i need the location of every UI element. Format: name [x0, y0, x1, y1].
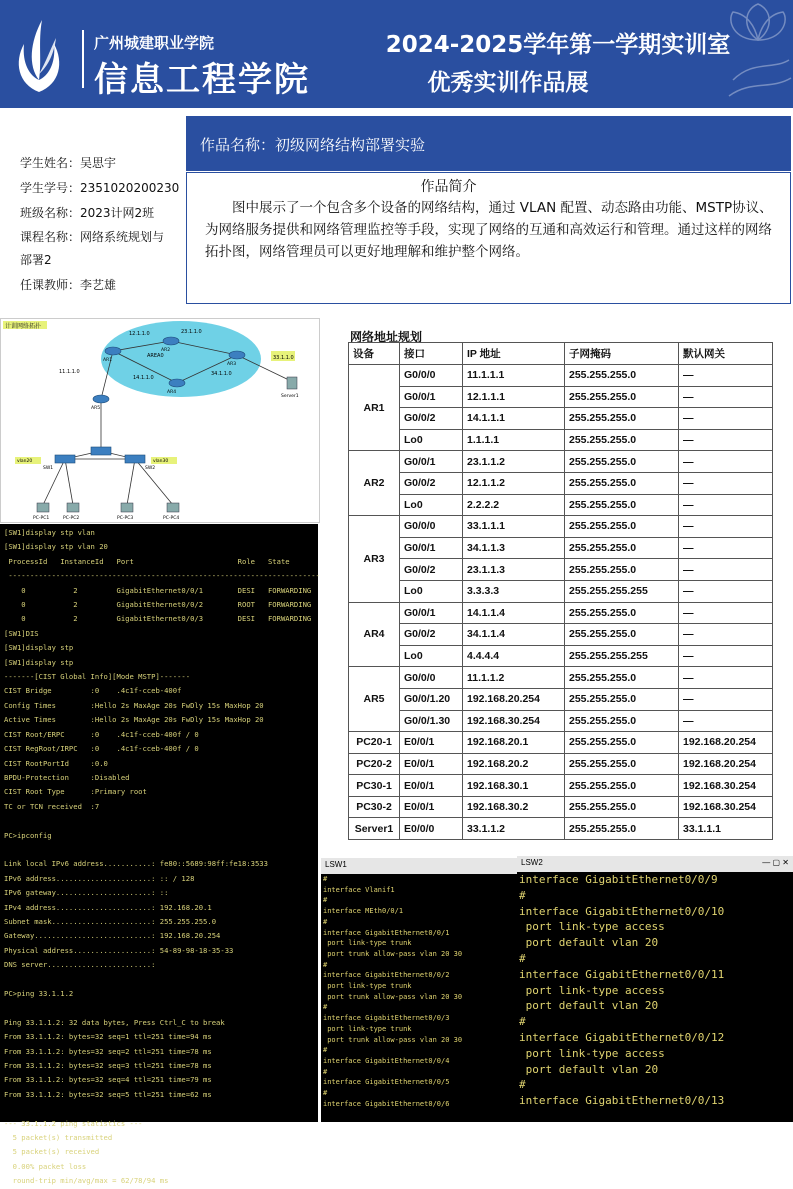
table-cell: — — [679, 516, 773, 538]
console-line: IPv4 address......................: 192.168.20.1 — [4, 902, 212, 912]
topology-svg — [1, 319, 319, 522]
console-line: --- 33.1.1.2 ping statistics --- — [4, 1118, 143, 1128]
console-line: IPv6 address......................: :: / 128 — [4, 873, 195, 883]
table-cell: G0/0/1.30 — [400, 710, 463, 732]
subnet-label-14: 14.1.1.0 — [133, 375, 154, 381]
table-cell: 3.3.3.3 — [463, 580, 565, 602]
console-line: port default vlan 20 — [519, 1062, 659, 1076]
node-label-ar4: AR4 — [167, 390, 177, 395]
console-line: CIST RegRoot/IRPC :0 .4c1f-cceb-400f / 0 — [4, 744, 199, 754]
console-line — [4, 814, 314, 828]
table-cell: 255.255.255.0 — [565, 710, 679, 732]
table-cell: 255.255.255.255 — [565, 645, 679, 667]
table-cell: 255.255.255.0 — [565, 624, 679, 646]
table-row — [349, 732, 773, 754]
table-header-row — [349, 343, 773, 365]
table-row — [349, 494, 773, 516]
pc4-node — [167, 503, 179, 512]
table-cell: 255.255.255.0 — [565, 429, 679, 451]
teacher-name: 任课教师：李艺雄 — [20, 278, 117, 292]
console-line: round-trip min/avg/max = 62/78/94 ms — [4, 1176, 169, 1186]
work-description-box — [186, 172, 791, 304]
table-cell: G0/0/2 — [400, 624, 463, 646]
console-line: # — [519, 1078, 526, 1092]
table-cell: 11.1.1.1 — [463, 365, 565, 387]
address-table — [348, 342, 773, 840]
console-line: PC>ipconfig — [4, 830, 52, 840]
area0-label: AREA0 — [147, 353, 164, 359]
console-line: CIST Root/ERPC :0 .4c1f-cceb-400f / 0 — [4, 729, 199, 739]
node-label-ar5: AR5 — [91, 406, 101, 411]
lotus-decoration-icon — [723, 0, 793, 108]
table-cell: 192.168.30.254 — [679, 775, 773, 797]
pc2-node — [67, 503, 79, 512]
device-cell: AR3 — [349, 516, 400, 602]
console-line: From 33.1.1.2: bytes=32 seq=3 ttl=251 time=78 ms — [4, 1061, 212, 1071]
console-line: Link local IPv6 address...........: fe80::5689:98ff:fe18:3533 — [4, 859, 268, 869]
stp-ping-console-output — [0, 524, 320, 1186]
console-line: From 33.1.1.2: bytes=32 seq=2 ttl=251 time=78 ms — [4, 1046, 212, 1056]
table-cell: 192.168.20.1 — [463, 732, 565, 754]
table-row — [349, 516, 773, 538]
subnet-label-12: 12.1.1.0 — [129, 331, 150, 337]
console-line: CIST RootPortId :0.0 — [4, 758, 108, 768]
table-cell: 33.1.1.2 — [463, 818, 565, 840]
table-cell: 255.255.255.0 — [565, 472, 679, 494]
table-cell: G0/0/0 — [400, 667, 463, 689]
lsw1-terminal-window — [321, 858, 517, 1122]
table-cell: — — [679, 645, 773, 667]
device-cell: PC20-2 — [349, 753, 400, 775]
pc1-node — [37, 503, 49, 512]
console-line: # — [519, 1015, 526, 1029]
console-line: DNS server........................: — [4, 960, 156, 970]
console-line: port trunk allow-pass vlan 20 30 — [323, 992, 463, 1001]
console-line: Config Times :Hello 2s MaxAge 20s FwDly 15s MaxHop 20 — [4, 700, 264, 710]
console-line: # — [323, 1046, 328, 1055]
console-line: interface MEth0/0/1 — [323, 907, 404, 916]
table-cell: 255.255.255.0 — [565, 559, 679, 581]
table-row — [349, 408, 773, 430]
node-label-pc3: PC-PC3 — [117, 516, 134, 521]
table-row — [349, 710, 773, 732]
router-ar2 — [163, 337, 179, 345]
table-cell: Lo0 — [400, 580, 463, 602]
table-cell: — — [679, 451, 773, 473]
table-cell: 255.255.255.0 — [565, 365, 679, 387]
console-line: TC or TCN received :7 — [4, 801, 100, 811]
console-line: 5 packet(s) received — [4, 1147, 100, 1157]
console-line: interface GigabitEthernet0/0/2 — [323, 971, 450, 980]
table-row — [349, 451, 773, 473]
table-row — [349, 624, 773, 646]
lsw2-config-output — [517, 872, 793, 1109]
console-line: # — [519, 951, 526, 965]
table-cell: 192.168.20.254 — [679, 753, 773, 775]
node-label-pc1: PC-PC1 — [33, 516, 50, 521]
table-cell: 34.1.1.4 — [463, 624, 565, 646]
table-cell: 255.255.255.0 — [565, 451, 679, 473]
table-cell: 255.255.255.0 — [565, 537, 679, 559]
vlan20-label: vlan20 — [17, 459, 33, 464]
table-cell: — — [679, 580, 773, 602]
console-line: interface GigabitEthernet0/0/5 — [323, 1078, 450, 1087]
lsw2-title: LSW2 — [521, 858, 543, 867]
window-controls-icon[interactable]: — ▢ ✕ — [762, 858, 789, 867]
table-row — [349, 753, 773, 775]
table-cell: G0/0/0 — [400, 516, 463, 538]
table-cell: 12.1.1.1 — [463, 386, 565, 408]
table-cell: 255.255.255.0 — [565, 818, 679, 840]
header-divider — [82, 30, 84, 88]
table-cell: G0/0/2 — [400, 559, 463, 581]
node-label-pc4: PC-PC4 — [163, 516, 180, 521]
table-cell: — — [679, 537, 773, 559]
lsw1-titlebar — [321, 858, 517, 874]
console-line: interface GigabitEthernet0/0/9 — [519, 873, 718, 886]
table-row — [349, 645, 773, 667]
table-row — [349, 580, 773, 602]
table-cell: G0/0/1.20 — [400, 688, 463, 710]
table-row — [349, 429, 773, 451]
table-cell: 192.168.30.254 — [679, 796, 773, 818]
console-line: # — [323, 960, 328, 969]
node-label-server1: Server1 — [281, 394, 299, 399]
console-line: interface GigabitEthernet0/0/6 — [323, 1099, 450, 1108]
table-cell: 255.255.255.0 — [565, 602, 679, 624]
router-ar1 — [105, 347, 121, 355]
vlan30-label: vlan30 — [153, 459, 169, 464]
table-cell: G0/0/1 — [400, 451, 463, 473]
table-cell: 255.255.255.0 — [565, 753, 679, 775]
console-line: [SW1]display stp — [4, 643, 74, 653]
console-line: interface GigabitEthernet0/0/10 — [519, 904, 725, 918]
table-cell: 255.255.255.0 — [565, 732, 679, 754]
console-line: Active Times :Hello 2s MaxAge 20s FwDly 15s MaxHop 20 — [4, 715, 264, 725]
table-cell: G0/0/2 — [400, 408, 463, 430]
switch-sw1 — [55, 455, 75, 463]
console-line: 0 2 GigabitEthernet0/0/1 DESI FORWARDING — [4, 585, 312, 595]
description-body: 图中展示了一个包含多个设备的网络结构，通过 VLAN 配置、动态路由功能、MSTP协议、为网络服务提供和网络管理监控等手段，实现了网络的互通和高效运行和管理。通过这样的网络拓扑图，网络管理员可以更好地理解和维护整个网络。 — [205, 200, 773, 260]
console-line: port link-type trunk — [323, 982, 412, 991]
class-name: 班级名称：2023计网2班 — [20, 206, 155, 220]
table-row — [349, 775, 773, 797]
subnet-label-33: 33.1.1.0 — [273, 355, 294, 361]
device-cell: AR1 — [349, 365, 400, 451]
table-cell: E0/0/1 — [400, 753, 463, 775]
console-line: [SW1]DIS — [4, 628, 39, 638]
device-cell: Server1 — [349, 818, 400, 840]
college-name: 广州城建职业学院 — [94, 34, 215, 52]
column-header: IP 地址 — [463, 343, 565, 365]
table-cell: 192.168.30.254 — [463, 710, 565, 732]
address-table-caption: 网络地址规划 — [350, 330, 423, 344]
table-cell: 255.255.255.255 — [565, 580, 679, 602]
console-line: -------[CIST Global Info][Mode MSTP]------- — [4, 672, 191, 682]
device-cell: PC30-1 — [349, 775, 400, 797]
work-name: 作品名称：初级网络结构部署实验 — [200, 136, 426, 154]
console-line: IPv6 gateway......................: :: — [4, 888, 169, 898]
table-cell: 255.255.255.0 — [565, 494, 679, 516]
server1-node — [287, 377, 297, 389]
pc3-node — [121, 503, 133, 512]
console-line: interface GigabitEthernet0/0/4 — [323, 1056, 450, 1065]
term-title: 2024-2025学年第一学期实训室 — [385, 32, 731, 58]
console-line: Subnet mask.......................: 255.255.255.0 — [4, 916, 217, 926]
table-row — [349, 559, 773, 581]
node-label-ar2: AR2 — [161, 348, 171, 353]
column-header: 子网掩码 — [565, 343, 679, 365]
console-line: interface GigabitEthernet0/0/11 — [519, 967, 725, 981]
table-cell: Lo0 — [400, 494, 463, 516]
table-cell: — — [679, 667, 773, 689]
table-cell: — — [679, 429, 773, 451]
table-row — [349, 818, 773, 840]
table-row — [349, 365, 773, 387]
node-label-sw2: SW2 — [145, 466, 156, 471]
column-header: 设备 — [349, 343, 400, 365]
subnet-label-11: 11.1.1.0 — [59, 369, 80, 375]
table-cell: G0/0/1 — [400, 602, 463, 624]
console-line — [4, 973, 314, 987]
student-name: 学生姓名：吴思宇 — [20, 156, 117, 170]
console-line: port trunk allow-pass vlan 20 30 — [323, 1035, 463, 1044]
node-label-ar3: AR3 — [227, 362, 237, 367]
table-cell: 192.168.20.2 — [463, 753, 565, 775]
router-ar4 — [169, 379, 185, 387]
console-line: interface GigabitEthernet0/0/12 — [519, 1030, 725, 1044]
node-label-sw1: SW1 — [43, 466, 54, 471]
node-label-ar1: AR1 — [103, 358, 113, 363]
console-line: # — [519, 888, 526, 902]
console-line: Ping 33.1.1.2: 32 data bytes, Press Ctrl_C to break — [4, 1017, 225, 1027]
console-line: [SW1]display stp vlan 20 — [4, 542, 108, 552]
console-line: ------------------------------------------------------------------------ — [4, 571, 320, 581]
table-cell: 4.4.4.4 — [463, 645, 565, 667]
console-line: Gateway...........................: 192.168.20.254 — [4, 931, 221, 941]
console-line: From 33.1.1.2: bytes=32 seq=5 ttl=251 time=62 ms — [4, 1089, 212, 1099]
table-cell: — — [679, 472, 773, 494]
table-cell: G0/0/1 — [400, 537, 463, 559]
console-line — [4, 1102, 314, 1116]
student-id: 学生学号：2351020200230 — [20, 181, 180, 195]
device-cell: AR2 — [349, 451, 400, 516]
console-line: # — [323, 917, 328, 926]
table-cell: — — [679, 602, 773, 624]
console-line — [4, 843, 314, 857]
console-line: Physical address..................: 54-89-98-18-35-33 — [4, 945, 234, 955]
console-line: # — [323, 896, 328, 905]
table-cell: 11.1.1.2 — [463, 667, 565, 689]
table-cell: 14.1.1.4 — [463, 602, 565, 624]
table-row — [349, 667, 773, 689]
table-cell: G0/0/1 — [400, 386, 463, 408]
device-cell: PC20-1 — [349, 732, 400, 754]
device-cell: AR4 — [349, 602, 400, 667]
work-name-bar — [186, 116, 791, 171]
node-label-pc2: PC-PC2 — [63, 516, 80, 521]
switch-core — [91, 447, 111, 455]
table-cell: — — [679, 710, 773, 732]
lsw2-titlebar — [517, 856, 793, 872]
console-line: port default vlan 20 — [519, 936, 659, 950]
console-line: interface GigabitEthernet0/0/1 — [323, 928, 450, 937]
device-cell: AR5 — [349, 667, 400, 732]
subnet-label-23: 23.1.1.0 — [181, 329, 202, 335]
console-line — [4, 1001, 314, 1015]
table-row — [349, 472, 773, 494]
table-cell: 255.255.255.0 — [565, 796, 679, 818]
console-line: # — [323, 1003, 328, 1012]
console-line: [SW1]display stp — [4, 657, 74, 667]
table-cell: 33.1.1.1 — [679, 818, 773, 840]
table-cell: — — [679, 365, 773, 387]
column-header: 接口 — [400, 343, 463, 365]
exhibit-title: 优秀实训作品展 — [427, 70, 589, 96]
table-cell: — — [679, 688, 773, 710]
table-cell: G0/0/0 — [400, 365, 463, 387]
console-line: PC>ping 33.1.1.2 — [4, 989, 74, 998]
console-line: 0 2 GigabitEthernet0/0/2 ROOT FORWARDING — [4, 600, 312, 610]
router-ar3 — [229, 351, 245, 359]
topology-title: 计训网络拓扑 — [5, 323, 42, 330]
table-row — [349, 688, 773, 710]
page-header — [0, 0, 793, 108]
table-cell: — — [679, 624, 773, 646]
device-cell: PC30-2 — [349, 796, 400, 818]
table-cell: — — [679, 559, 773, 581]
console-line: interface GigabitEthernet0/0/13 — [519, 1094, 725, 1108]
table-row — [349, 796, 773, 818]
table-cell: — — [679, 408, 773, 430]
router-ar5 — [93, 395, 109, 403]
console-line: port link-type trunk — [323, 1024, 412, 1033]
school-name: 信息工程学院 — [94, 60, 310, 100]
table-cell: 33.1.1.1 — [463, 516, 565, 538]
console-line: From 33.1.1.2: bytes=32 seq=4 ttl=251 time=79 ms — [4, 1075, 212, 1085]
table-cell: 192.168.30.2 — [463, 796, 565, 818]
console-line: 0 2 GigabitEthernet0/0/3 DESI FORWARDING — [4, 614, 312, 624]
table-cell: 34.1.1.3 — [463, 537, 565, 559]
console-line: port link-type access — [519, 1046, 665, 1060]
table-cell: Lo0 — [400, 429, 463, 451]
table-cell: 255.255.255.0 — [565, 775, 679, 797]
table-cell: 2.2.2.2 — [463, 494, 565, 516]
lsw2-terminal-window — [517, 856, 793, 1122]
console-line: From 33.1.1.2: bytes=32 seq=1 ttl=251 time=94 ms — [4, 1032, 212, 1042]
table-cell: Lo0 — [400, 645, 463, 667]
console-line: 5 packet(s) transmitted — [4, 1133, 113, 1143]
console-line: port default vlan 20 — [519, 999, 659, 1013]
console-line: [SW1]display stp vlan — [4, 528, 95, 537]
table-row — [349, 386, 773, 408]
table-cell: — — [679, 386, 773, 408]
subnet-label-34: 34.1.1.0 — [211, 371, 232, 377]
column-header: 默认网关 — [679, 343, 773, 365]
table-row — [349, 602, 773, 624]
lsw1-title: LSW1 — [325, 860, 347, 869]
table-cell: 23.1.1.3 — [463, 559, 565, 581]
console-line: BPDU-Protection :Disabled — [4, 772, 130, 782]
network-topology-diagram — [0, 318, 320, 523]
console-line: interface GigabitEthernet0/0/3 — [323, 1014, 450, 1023]
table-cell: 192.168.30.1 — [463, 775, 565, 797]
console-line: CIST Bridge :0 .4c1f-cceb-400f — [4, 686, 182, 696]
console-line: port link-type access — [519, 920, 665, 934]
table-cell: 255.255.255.0 — [565, 516, 679, 538]
table-cell: 255.255.255.0 — [565, 667, 679, 689]
table-row — [349, 537, 773, 559]
table-cell: 255.255.255.0 — [565, 408, 679, 430]
table-cell: 192.168.20.254 — [679, 732, 773, 754]
console-line: port link-type access — [519, 983, 665, 997]
console-line: # — [323, 875, 328, 883]
college-logo-icon — [8, 14, 70, 96]
table-cell: E0/0/0 — [400, 818, 463, 840]
table-cell: 14.1.1.1 — [463, 408, 565, 430]
lsw1-config-output — [321, 874, 517, 1109]
table-cell: 255.255.255.0 — [565, 688, 679, 710]
table-cell: 1.1.1.1 — [463, 429, 565, 451]
console-line: ProcessId InstanceId Port Role State — [4, 556, 290, 566]
table-cell: 192.168.20.254 — [463, 688, 565, 710]
console-line: port trunk allow-pass vlan 20 30 — [323, 949, 463, 958]
console-line: CIST Root Type :Primary root — [4, 787, 147, 797]
table-cell: — — [679, 494, 773, 516]
console-line: 0.00% packet loss — [4, 1161, 87, 1171]
console-line: # — [323, 1067, 328, 1076]
description-title: 作品简介 — [420, 179, 477, 195]
table-cell: E0/0/1 — [400, 732, 463, 754]
table-cell: 255.255.255.0 — [565, 386, 679, 408]
table-cell: E0/0/1 — [400, 775, 463, 797]
address-plan-panel — [320, 318, 793, 848]
table-cell: E0/0/1 — [400, 796, 463, 818]
console-line: # — [323, 1089, 328, 1098]
table-cell: 12.1.1.2 — [463, 472, 565, 494]
table-cell: 23.1.1.2 — [463, 451, 565, 473]
switch-sw2 — [125, 455, 145, 463]
course-name-line1: 课程名称：网络系统规划与 — [20, 230, 165, 244]
table-cell: G0/0/2 — [400, 472, 463, 494]
console-line: interface Vlanif1 — [323, 885, 395, 894]
course-name-line2: 部署2 — [20, 253, 52, 267]
console-line: port link-type trunk — [323, 939, 412, 948]
